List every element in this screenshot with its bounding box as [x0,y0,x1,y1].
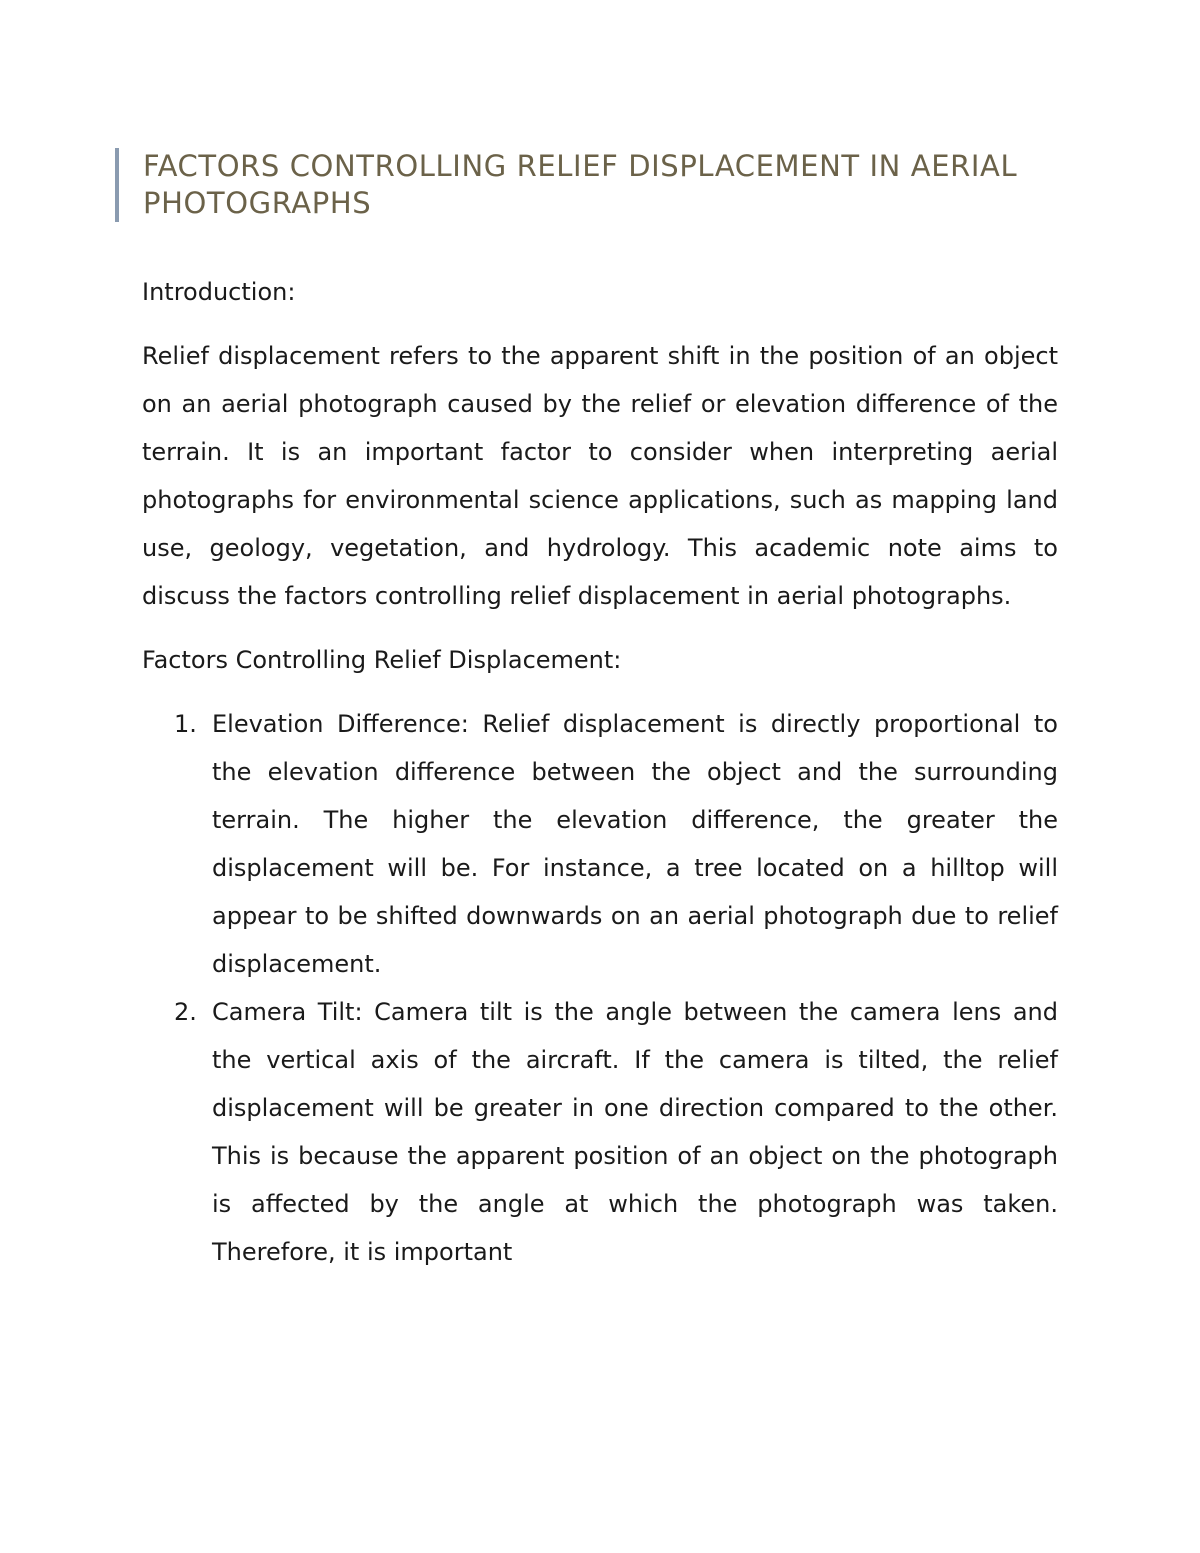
document-body [142,268,1058,1276]
intro-paragraph: Relief displacement refers to the apparent shift in the position of an object on an aerial photograph caused by the relief or elevation difference of the terrain. It is an important factor to consider when interpreting aerial photographs for environmental science applications, such as mapping land use, geology, vegetation, and hydrology. This academic note aims to discuss the factors controlling relief displacement in aerial photographs. [142,342,1058,610]
intro-label: Introduction: [142,278,296,306]
factors-heading: Factors Controlling Relief Displacement: [142,646,622,674]
list-item-number: 1. [174,710,197,738]
list-item-number: 2. [174,998,197,1026]
list-item-text: Elevation Difference: Relief displacement is directly proportional to the elevation difference between the object and the surrounding terrain. The higher the elevation difference, the greater the displacement will be. For instance, a tree located on a hilltop will appear to be shifted downwards on an aerial photograph due to relief displacement. [212,710,1058,978]
title-block [115,148,1043,222]
list-item-text: Camera Tilt: Camera tilt is the angle between the camera lens and the vertical axis of the aircraft. If the camera is tilted, the relief displacement will be greater in one direction compared to the other. This is because the apparent position of an object on the photograph is affected by the angle at which the photograph was taken. Therefore, it is important [212,998,1058,1266]
list-item [174,988,1058,1276]
document-title: FACTORS CONTROLLING RELIEF DISPLACEMENT IN AERIAL PHOTOGRAPHS [143,149,1018,220]
factors-list [142,700,1058,1276]
list-item [174,700,1058,988]
